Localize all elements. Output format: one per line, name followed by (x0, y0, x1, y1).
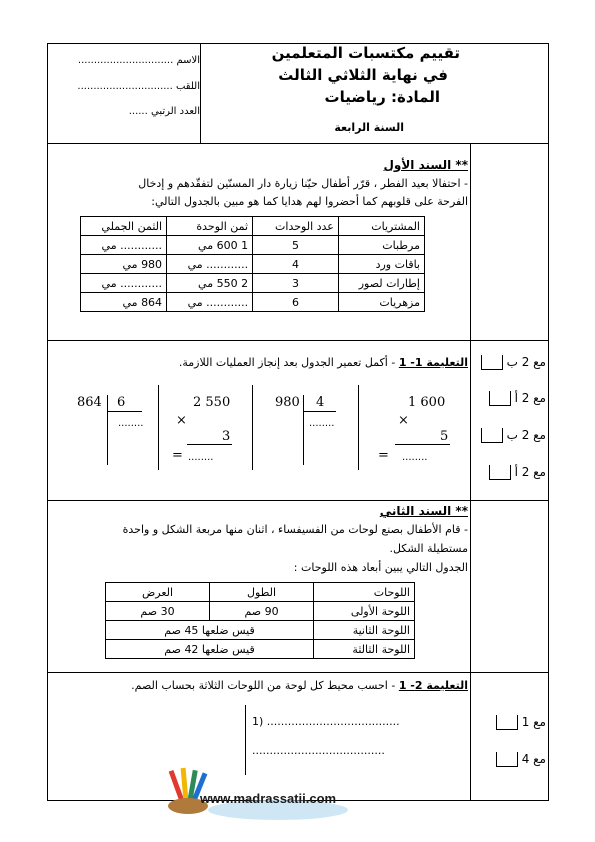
section-divider (47, 340, 549, 341)
surname-field[interactable] (60, 81, 200, 92)
table-header: الثمن الجملي (81, 217, 167, 236)
op4-divisor: 6 (117, 395, 126, 410)
op1-line (395, 444, 450, 445)
score-box[interactable] (488, 752, 546, 767)
number-label: العدد الرتبي (150, 106, 200, 117)
score-input[interactable] (496, 715, 518, 730)
margin-column-line (470, 143, 471, 801)
table-cell: 5 (253, 236, 339, 255)
table-header: المشتريات (338, 217, 424, 236)
surname-dots: .............................. (77, 81, 173, 92)
table-row (81, 236, 425, 255)
answer-line-1[interactable]: 1) ...................................... (252, 715, 400, 728)
name-dots: .............................. (77, 55, 174, 66)
table-row (81, 274, 425, 293)
task1-text: - أكمل تعمير الجدول بعد إنجاز العمليات اللازمة. (178, 356, 396, 369)
table-cell: إطارات لصور (338, 274, 424, 293)
score-label: مع 2 ب (506, 355, 546, 369)
score-box[interactable] (478, 465, 546, 480)
op1-answer[interactable]: ........ (402, 452, 428, 463)
table-header: الطول (210, 583, 314, 602)
score-box[interactable] (488, 715, 546, 730)
name-field[interactable] (60, 55, 200, 66)
header-divider (47, 143, 549, 144)
table-header: العرض (106, 583, 210, 602)
op2-bar (303, 395, 304, 465)
op2-line (303, 411, 336, 412)
table-cell: مزهريات (338, 293, 424, 312)
table-row (106, 640, 415, 659)
score-label: مع 2 أ (514, 465, 546, 479)
surname-label: اللقب (175, 81, 200, 92)
table-cell: اللوحة الثالثة (314, 640, 415, 659)
op-separator (158, 385, 159, 470)
op1-times: × (398, 413, 409, 428)
sanad2-text-line1: - قام الأطفال بصنع لوحات من الفسيفساء ، اثنان منها مربعة الشكل و واحدة (122, 523, 468, 536)
table-cell: باقات ورد (338, 255, 424, 274)
score-input[interactable] (481, 355, 503, 370)
table-cell: 1 600 مي (167, 236, 253, 255)
title-line1: تقييم مكتسبات المتعلمين (271, 44, 460, 62)
op3-answer[interactable]: ........ (188, 452, 214, 463)
table-cell: قيس ضلعها 45 صم (106, 621, 314, 640)
sanad2-text-line2: مستطيلة الشكل. (389, 542, 468, 555)
table-row (81, 255, 425, 274)
score-box[interactable] (478, 428, 546, 443)
table-header-row (106, 583, 415, 602)
score-box[interactable] (478, 391, 546, 406)
op2-answer[interactable]: ........ (309, 418, 335, 429)
op3-eq: = (172, 448, 183, 463)
op-separator (252, 385, 253, 470)
score-input[interactable] (489, 391, 511, 406)
score-input[interactable] (496, 752, 518, 767)
task2-label: التعليمة 2- 1 (398, 679, 468, 692)
op2-dividend: 980 (275, 395, 300, 410)
number-field[interactable] (100, 106, 200, 117)
header-split (200, 43, 201, 143)
op3-top: 2 550 (193, 395, 231, 410)
op4-dividend: 864 (77, 395, 102, 410)
op3-mult: 3 (222, 429, 231, 444)
answer-cell[interactable]: ............ مي (81, 274, 167, 293)
answer-cell[interactable]: ............ مي (167, 255, 253, 274)
table-row (106, 621, 415, 640)
op4-answer[interactable]: ........ (118, 418, 144, 429)
table-row (81, 293, 425, 312)
table-row (106, 602, 415, 621)
op1-eq: = (378, 448, 389, 463)
section-divider (47, 672, 549, 673)
task2-text: - احسب محيط كل لوحة من اللوحات الثلاثة بحساب الصم. (131, 679, 396, 692)
table-cell: 90 صم (210, 602, 314, 621)
score-input[interactable] (489, 465, 511, 480)
grade: السنة الرابعة (334, 121, 404, 134)
op2-divisor: 4 (316, 395, 325, 410)
op-separator (358, 385, 359, 470)
sanad2-text-line3: الجدول التالي يبين أبعاد هذه اللوحات : (293, 561, 468, 574)
score-label: مع 1 (521, 715, 546, 729)
task2-instruction (70, 679, 468, 692)
op1-top: 1 600 (408, 395, 446, 410)
purchases-table (80, 216, 425, 312)
score-box[interactable] (478, 355, 546, 370)
op4-bar (107, 395, 108, 465)
table-header: اللوحات (314, 583, 415, 602)
table-cell: 864 مي (81, 293, 167, 312)
section-divider (47, 500, 549, 501)
table-header: ثمن الوحدة (167, 217, 253, 236)
sanad1-text-line1: - احتفالا بعيد الفطر ، قرّر أطفال حيّنا زيارة دار المسنّين لتفقّدهم و إدخال (138, 177, 468, 190)
number-dots: ...... (128, 106, 148, 117)
task1-label: التعليمة 1- 1 (398, 356, 468, 369)
score-label: مع 4 (521, 752, 546, 766)
task1-instruction (100, 356, 468, 369)
answer-cell[interactable]: ............ مي (81, 236, 167, 255)
name-label: الاسم (176, 55, 200, 66)
table-cell: 3 (253, 274, 339, 293)
table-header: عدد الوحدات (253, 217, 339, 236)
paintings-table (105, 582, 415, 659)
sanad2-title: ** السند الثاني (379, 504, 468, 518)
watermark-url: www.madrassatii.com (200, 791, 337, 806)
sanad1-text-line2: الفرحة على قلوبهم كما أحضروا لهم هدايا كما هو مبين بالجدول التالي: (151, 195, 468, 208)
score-label: مع 2 ب (506, 428, 546, 442)
op1-mult: 5 (440, 429, 449, 444)
score-label: مع 2 أ (514, 391, 546, 405)
answer-line-2[interactable]: ...................................... (252, 744, 385, 757)
op3-line (187, 444, 232, 445)
table-cell: 980 مي (81, 255, 167, 274)
subject: المادة: رياضيات (324, 88, 440, 106)
op4-line (107, 411, 142, 412)
op3-times: × (176, 413, 187, 428)
table-cell: اللوحة الأولى (314, 602, 415, 621)
table-cell: قيس ضلعها 42 صم (106, 640, 314, 659)
table-cell: 30 صم (106, 602, 210, 621)
title-line2: في نهاية الثلاثي الثالث (278, 66, 448, 84)
table-cell: اللوحة الثانية (314, 621, 415, 640)
table-cell: 2 550 مي (167, 274, 253, 293)
answer-cell[interactable]: ............ مي (167, 293, 253, 312)
table-cell: مرطبات (338, 236, 424, 255)
score-input[interactable] (481, 428, 503, 443)
sanad1-title: ** السند الأول (383, 158, 468, 172)
table-cell: 6 (253, 293, 339, 312)
table-cell: 4 (253, 255, 339, 274)
table-header-row (81, 217, 425, 236)
